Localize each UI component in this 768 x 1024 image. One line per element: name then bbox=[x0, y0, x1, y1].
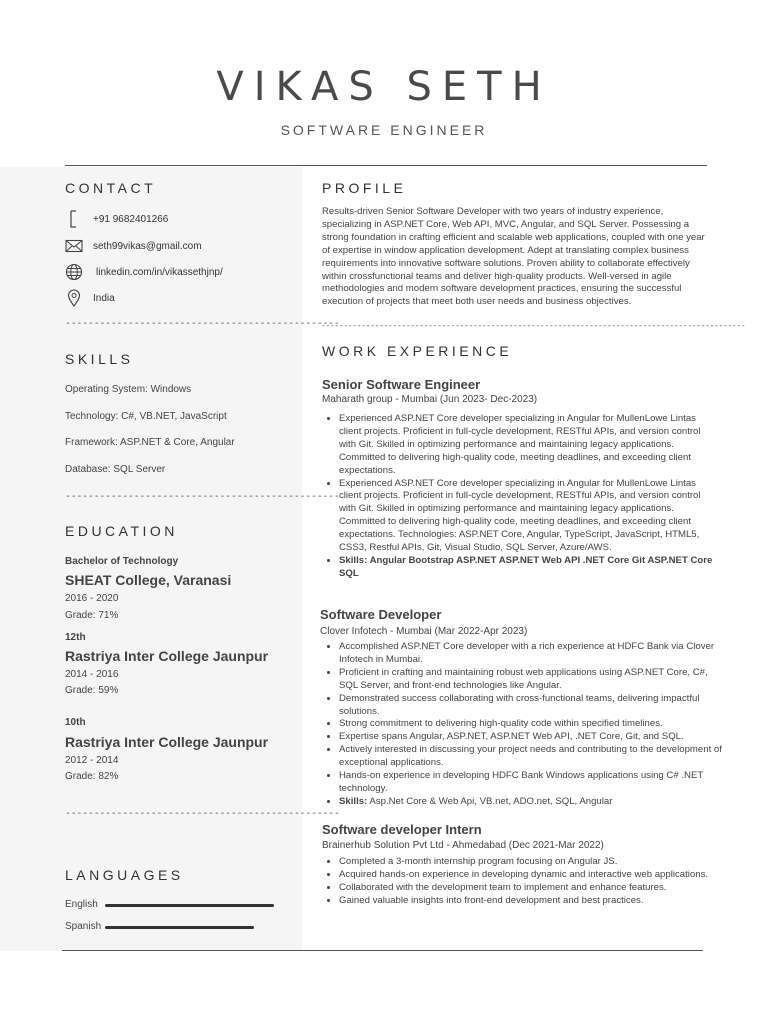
education-school: Rastriya Inter College Jaunpur bbox=[65, 734, 269, 750]
education-degree: 10th bbox=[65, 717, 86, 728]
job-title: SOFTWARE ENGINEER bbox=[280, 122, 488, 138]
job-bullet: • Gained valuable insights into front-end development and best practices. bbox=[339, 895, 717, 908]
contact-phone bbox=[65, 210, 168, 228]
job-bullet: • Experienced ASP.NET Core developer specializing in Angular for MullenLowe Lintas client projects. Proficient in full-cycle development, RESTful APIs, and version control with Git. Skilled in optimizing performance and maintaining legacy applications. Committed to delivering high-quality code, meeting deadlines, and exceeding client expectations. Technologies: ASP.NET Core, Angular, TypeScript, JavaScript, HTML5, CSS3, Restful APIs, Git, Visual Studio, SQL Server, Azure/AWS. bbox=[339, 478, 717, 555]
profile-summary: Results-driven Senior Software Developer with two years of industry experience, specializing in ASP.NET Core, Web API, MVC, Angular, and SQL Server. Possessing a strong foundation in crafting efficient and scalable web applications, coupled with one year of expertise in window application development. Adept at translating complex business requirements into innovative software solutions. Proven ability to collaborate effectively within crossfunctional teams and deliver high-quality products. Well-versed in agile methodologies and modern software development practices, ensuring the successful execution of projects that meet both user needs and business objectives. bbox=[322, 206, 705, 308]
job-company: Clover Infotech - Mumbai (Mar 2022-Apr 2023) bbox=[320, 626, 528, 637]
job-bullet: • Strong commitment to delivering high-quality code within specified timelines. bbox=[339, 718, 725, 731]
globe-icon bbox=[65, 263, 83, 281]
job-bullet: • Hands-on experience in developing HDFC Bank Windows applications using C# .NET technology. bbox=[339, 770, 725, 796]
contact-heading: CONTACT bbox=[65, 180, 157, 196]
job-company: Brainerhub Solution Pvt Ltd - Ahmedabad (Dec 2021-Mar 2022) bbox=[322, 840, 604, 851]
job-skills bbox=[339, 796, 725, 809]
contact-linkedin bbox=[65, 263, 223, 281]
candidate-name: VIKAS SETH bbox=[216, 64, 552, 110]
job-bullet: • Accomplished ASP.NET Core developer with a rich experience at HDFC Bank via Clover Infotech in Mumbai. bbox=[339, 641, 725, 667]
job-bullets bbox=[322, 413, 717, 581]
email-text: seth99vikas@gmail.com bbox=[93, 240, 202, 252]
languages-heading: LANGUAGES bbox=[65, 867, 184, 883]
job-skills-label: Skills: bbox=[339, 795, 368, 807]
job-bullet: • Actively interested in discussing your project needs and contributing to the development of exceptional applications. bbox=[339, 744, 725, 770]
education-degree: Bachelor of Technology bbox=[65, 556, 179, 567]
language-level-bar bbox=[105, 904, 274, 907]
profile-divider: ----------------------------------------------------------------------------------------------- bbox=[321, 321, 746, 330]
job-skills-text: Angular Bootstrap ASP.NET ASP.NET Web API .NET Core Git ASP.NET Core SQL bbox=[339, 554, 713, 579]
language-name: Spanish bbox=[65, 921, 102, 932]
contact-divider: ------------------------------------------------ bbox=[65, 318, 340, 329]
skill-item: Database: SQL Server bbox=[65, 464, 166, 475]
job-bullet: • Completed a 3-month internship program focusing on Angular JS. bbox=[339, 856, 717, 869]
contact-email bbox=[65, 237, 202, 255]
education-years: 2014 - 2016 bbox=[65, 669, 119, 680]
job-skills-text: Asp.Net Core & Web Api, VB.net, ADO.net, SQL, Angular bbox=[369, 795, 613, 807]
location-text: India bbox=[93, 292, 115, 304]
job-title: Senior Software Engineer bbox=[322, 377, 481, 392]
education-divider: ------------------------------------------------ bbox=[65, 808, 340, 819]
profile-heading: PROFILE bbox=[322, 180, 407, 196]
education-years: 2012 - 2014 bbox=[65, 755, 119, 766]
job-bullet: • Expertise spans Angular, ASP.NET, ASP.NET Web API, .NET Core, Git, and SQL. bbox=[339, 731, 725, 744]
education-grade: Grade: 71% bbox=[65, 610, 119, 621]
job-skills bbox=[339, 555, 717, 581]
job-company: Maharath group - Mumbai (Jun 2023- Dec-2023) bbox=[322, 394, 538, 405]
skill-item: Technology: C#, VB.NET, JavaScript bbox=[65, 411, 227, 422]
phone-text: +91 9682401266 bbox=[93, 213, 169, 225]
education-heading: EDUCATION bbox=[65, 523, 178, 539]
job-bullet: • Acquired hands-on experience in developing dynamic and interactive web applications. bbox=[339, 869, 717, 882]
education-years: 2016 - 2020 bbox=[65, 593, 119, 604]
education-degree: 12th bbox=[65, 632, 86, 643]
job-bullet: • Experienced ASP.NET Core developer specializing in Angular for MullenLowe Lintas client projects. Proficient in full-cycle development, RESTful APIs, and version control with Git. Skilled in optimizing performance and maintaining legacy applications. Committed to delivering high-quality code, meeting deadlines, and exceeding client expectations. bbox=[339, 413, 717, 478]
skill-item: Operating System: Windows bbox=[65, 384, 192, 395]
footer-divider bbox=[62, 950, 703, 951]
language-level-bar bbox=[105, 926, 254, 929]
skill-item: Framework: ASP.NET & Core, Angular bbox=[65, 437, 235, 448]
header-divider bbox=[65, 165, 707, 166]
job-title: Software Developer bbox=[320, 607, 442, 622]
contact-location bbox=[65, 289, 115, 307]
skills-divider: ------------------------------------------------ bbox=[65, 491, 340, 502]
job-bullet: • Collaborated with the development team to implement and enhance features. bbox=[339, 882, 717, 895]
experience-heading: WORK EXPERIENCE bbox=[322, 343, 513, 359]
linkedin-text: linkedin.com/in/vikassethjnp/ bbox=[96, 266, 223, 278]
education-school: Rastriya Inter College Jaunpur bbox=[65, 648, 269, 664]
skills-heading: SKILLS bbox=[65, 351, 134, 367]
phone-icon bbox=[65, 210, 83, 228]
email-icon bbox=[65, 237, 83, 255]
job-bullet: • Demonstrated success collaborating with cross-functional teams, delivering impactful solutions. bbox=[339, 693, 725, 719]
job-bullets bbox=[322, 641, 725, 809]
job-bullet: • Proficient in crafting and maintaining robust web applications using ASP.NET Core, C#, SQL Server, and front-end technologies like Angular. bbox=[339, 667, 725, 693]
language-name: English bbox=[65, 899, 98, 910]
education-grade: Grade: 82% bbox=[65, 771, 119, 782]
job-bullets bbox=[322, 856, 717, 908]
job-skills-label: Skills: bbox=[339, 554, 368, 566]
education-grade: Grade: 59% bbox=[65, 685, 119, 696]
location-pin-icon bbox=[65, 289, 83, 307]
job-title: Software developer Intern bbox=[322, 822, 482, 837]
education-school: SHEAT College, Varanasi bbox=[65, 572, 232, 588]
